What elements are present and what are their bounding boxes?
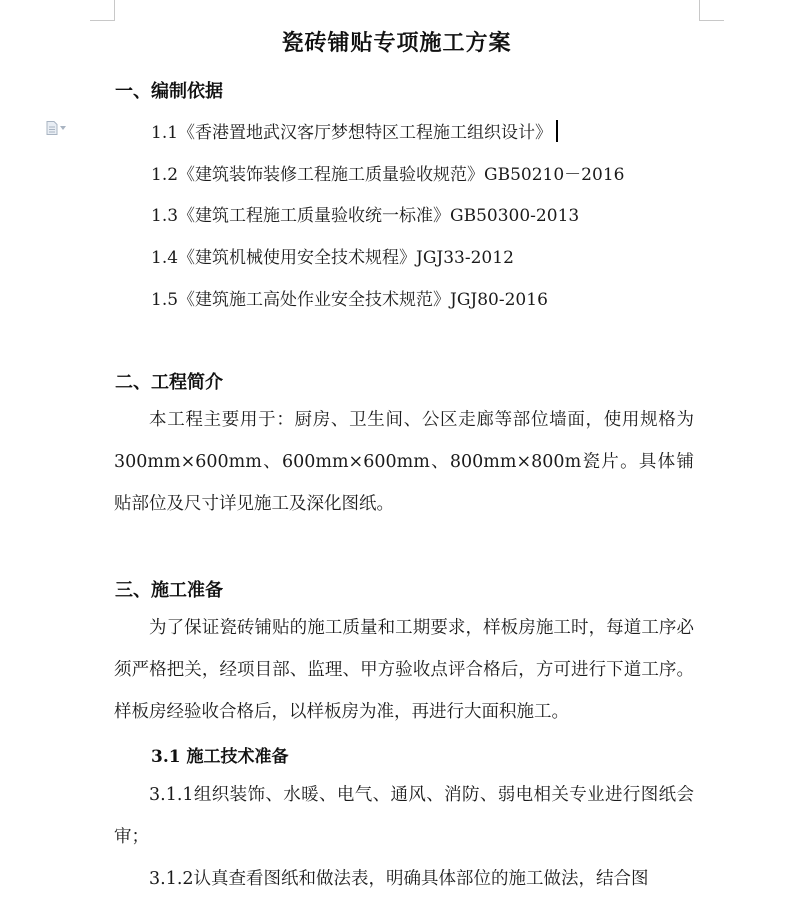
document-icon: [46, 121, 58, 135]
reference-item: 1.4《建筑机械使用安全技术规程》JGJ33-2012: [151, 248, 514, 268]
reference-item: [151, 118, 558, 143]
subsection-heading: 3.1 施工技术准备: [151, 747, 289, 767]
text-cursor: [556, 120, 558, 142]
reference-item: 1.3《建筑工程施工质量验收统一标准》GB50300-2013: [151, 206, 580, 226]
subsection-paragraph: 3.1.1组织装饰、水暖、电气、通风、消防、弱电相关专业进行图纸会审；: [114, 785, 694, 847]
overview-paragraph: 本工程主要用于：厨房、卫生间、公区走廊等部位墙面，使用规格为300mm×600mm、600mm×600mm、800mm×800m瓷片。具体铺贴部位及尺寸详见施工及深化图纸。: [114, 410, 694, 514]
document-title: 瓷砖铺贴专项施工方案: [281, 30, 512, 56]
section-heading-basis: 一、编制依据: [115, 81, 223, 102]
section-heading-preparation: 三、施工准备: [115, 580, 223, 601]
paragraph-handle[interactable]: [46, 121, 66, 135]
page-corner-mark-top-left: [90, 0, 115, 21]
cut-off-line: 3.1.2认真查看图纸和做法表，明确具体部位的施工做法，结合图: [149, 869, 649, 889]
reference-item: 1.5《建筑施工高处作业安全技术规范》JGJ80-2016: [151, 290, 548, 310]
page-corner-mark-top-right: [699, 0, 724, 21]
reference-text: 1.1《香港置地武汉客厅梦想特区工程施工组织设计》: [151, 123, 553, 143]
preparation-paragraph: 为了保证瓷砖铺贴的施工质量和工期要求，样板房施工时，每道工序必须严格把关，经项目部、监理、甲方验收点评合格后，方可进行下道工序。样板房经验收合格后，以样板房为准，再进行大面积施工。: [114, 618, 694, 722]
section-heading-overview: 二、工程简介: [115, 372, 223, 393]
triangle-down-icon: [60, 126, 66, 130]
reference-item: 1.2《建筑装饰装修工程施工质量验收规范》GB50210－2016: [151, 165, 625, 185]
